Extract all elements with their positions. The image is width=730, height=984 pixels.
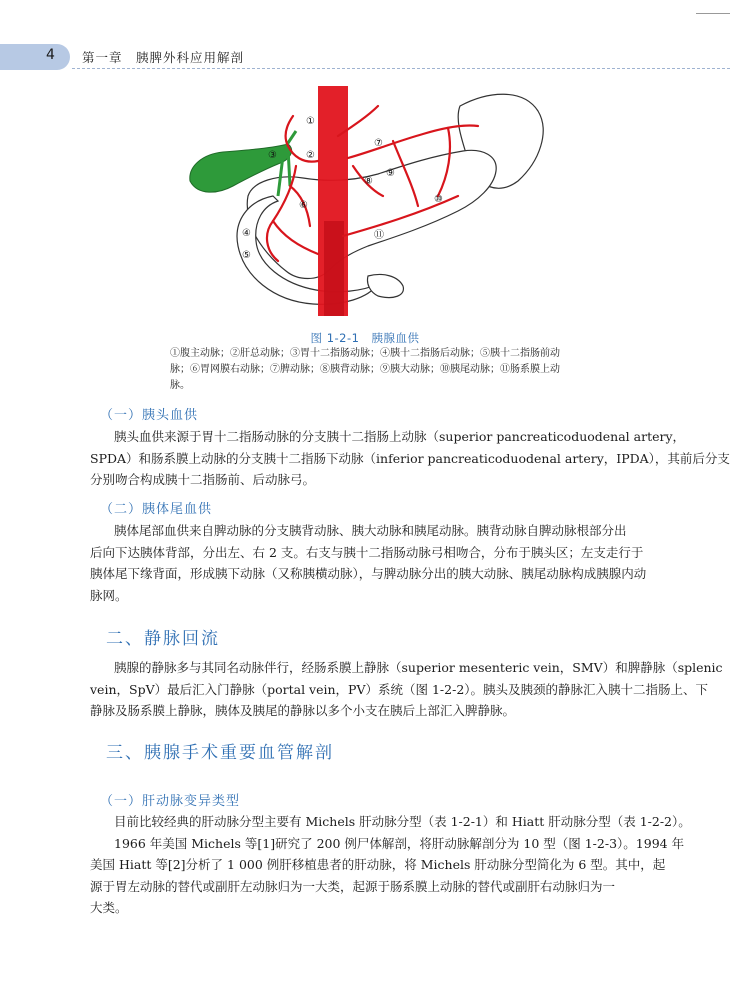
page-number-tab <box>0 44 70 70</box>
heading-venous-drainage: 二、静脉回流 <box>106 629 220 649</box>
text-line: 分别吻合构成胰十二指肠前、后动脉弓。 <box>90 472 316 487</box>
text-line: 1966 年美国 Michels 等[1]研究了 200 例尸体解剖，将肝动脉解剖分为 10 型（图 1-2-3）。1994 年 <box>114 835 685 851</box>
label-6: ⑥ <box>299 200 308 211</box>
label-3: ③ <box>268 150 277 161</box>
heading-pancreatic-head-supply: （一）胰头血供 <box>100 408 199 423</box>
label-11: ⑪ <box>374 230 384 241</box>
label-5: ⑤ <box>242 250 251 261</box>
label-9: ⑨ <box>386 168 395 179</box>
text-line: 静脉及肠系膜上静脉，胰体及胰尾的静脉以多个小支在胰后上部汇入脾静脉。 <box>90 703 516 718</box>
text-line: SPDA）和肠系膜上动脉的分支胰十二指肠下动脉（inferior pancreaticoduodenal artery，IPDA），其前后分支 <box>90 450 730 466</box>
label-4: ④ <box>242 228 251 239</box>
paragraph-hepatic-artery-variants <box>90 811 691 919</box>
text-line: 源于胃左动脉的替代或副肝左动脉归为一大类，起源于肠系膜上动脉的替代或副肝右动脉归为一 <box>90 878 616 894</box>
figure-caption: 图 1-2-1 胰腺血供 <box>310 331 420 345</box>
chapter-title: 第一章 胰脾外科应用解剖 <box>82 50 245 65</box>
header-divider <box>72 68 730 69</box>
heading-pancreatic-body-tail-supply: （二）胰体尾血供 <box>100 502 213 517</box>
text-line: 胰体尾下缘背面，形成胰下动脉（又称胰横动脉），与脾动脉分出的胰大动脉、胰尾动脉构成胰腺内动 <box>90 566 647 581</box>
figure-legend-line: 脉；⑥胃网膜右动脉；⑦脾动脉；⑧胰背动脉；⑨胰大动脉；⑩胰尾动脉；⑪肠系膜上动脉。 <box>170 364 560 391</box>
figure-legend-line: ①腹主动脉；②肝总动脉；③胃十二指肠动脉；④胰十二指肠后动脉；⑤胰十二指肠前动 <box>170 348 560 359</box>
jejunum-shape <box>367 274 403 297</box>
label-7: ⑦ <box>374 138 383 149</box>
text-line: 目前比较经典的肝动脉分型主要有 Michels 肝动脉分型（表 1-2-1）和 Hiatt 肝动脉分型（表 1-2-2）。 <box>114 814 691 829</box>
text-line: 大类。 <box>90 900 128 915</box>
label-10: ⑩ <box>434 194 443 205</box>
superior-mesenteric-artery <box>324 221 344 316</box>
heading-surgical-vascular-anatomy: 三、胰腺手术重要血管解剖 <box>106 743 334 763</box>
label-2: ② <box>306 150 315 161</box>
pancreas-outline <box>247 150 496 278</box>
text-line: 胰腺的静脉多与其同名动脉伴行，经肠系膜上静脉（superior mesenteric vein，SMV）和脾静脉（splenic <box>114 660 723 675</box>
pancreas-blood-supply-illustration <box>178 86 558 316</box>
text-line: 胰体尾部血供来自脾动脉的分支胰背动脉、胰大动脉和胰尾动脉。胰背动脉自脾动脉根部分出 <box>114 523 627 538</box>
page-number: 4 <box>46 47 55 63</box>
text-line: 胰头血供来源于胃十二指肠动脉的分支胰十二指肠上动脉（superior pancreaticoduodenal artery， <box>114 429 686 444</box>
paragraph-pancreatic-body-tail <box>90 520 646 606</box>
text-line: 后向下达胰体背部，分出左、右 2 支。右支与胰十二指肠动脉弓相吻合，分布于胰头区；左支走行于 <box>90 544 644 560</box>
label-8: ⑧ <box>364 176 373 187</box>
text-line: 美国 Hiatt 等[2]分析了 1 000 例肝移植患者的肝动脉，将 Michels 肝动脉分型简化为 6 型。其中，起 <box>90 857 666 872</box>
paragraph-venous-drainage <box>90 657 723 722</box>
heading-hepatic-artery-variants: （一）肝动脉变异类型 <box>100 794 241 809</box>
text-line: 脉网。 <box>90 587 128 603</box>
corner-crop-mark <box>696 0 730 14</box>
label-1: ① <box>306 116 315 127</box>
text-line: vein，SpV）最后汇入门静脉（portal vein，PV）系统（图 1-2-2）。胰头及胰颈的静脉汇入胰十二指肠上、下 <box>90 681 709 697</box>
paragraph-pancreatic-head <box>90 426 730 491</box>
